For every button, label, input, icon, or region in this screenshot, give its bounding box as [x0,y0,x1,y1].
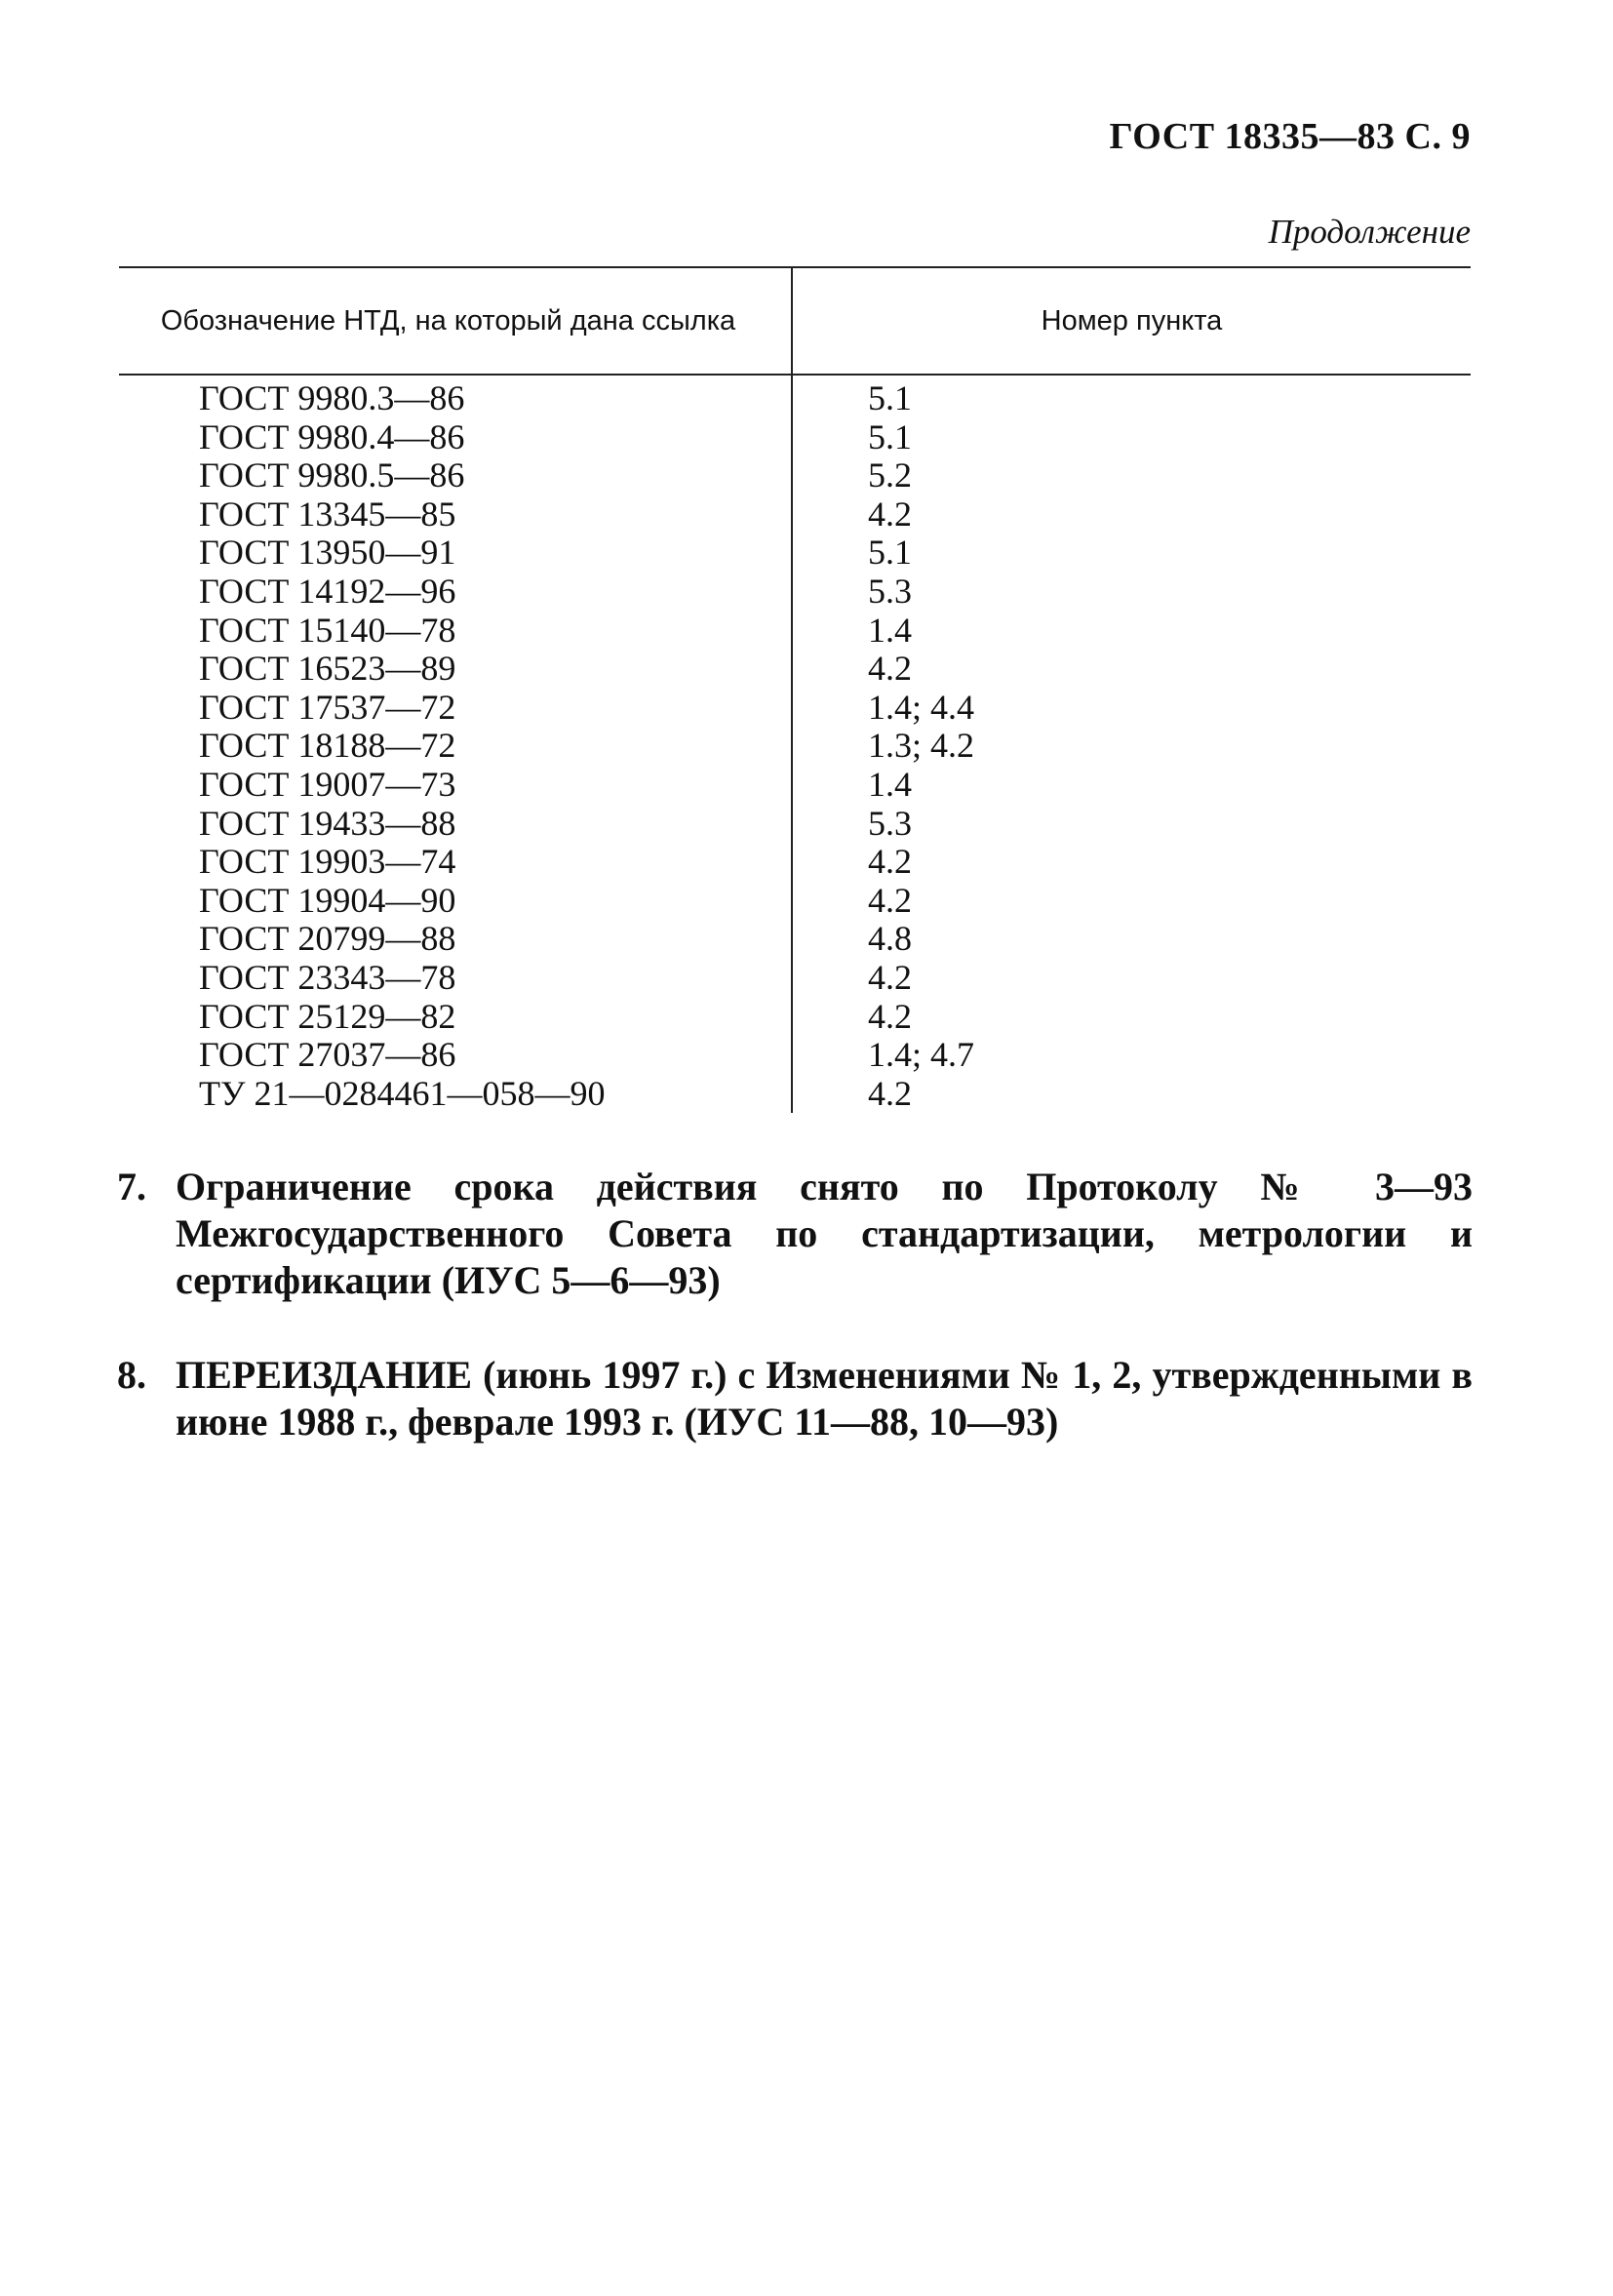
clause-cell: 4.2 [868,842,912,882]
table-row [119,959,1471,998]
note-item-8 [117,1352,1473,1445]
document-cell: ГОСТ 18188—72 [119,727,792,766]
document-cell: ГОСТ 13950—91 [119,534,792,573]
document-cell: ГОСТ 13345—85 [119,495,792,534]
table-row [119,1075,1471,1114]
document-cell: ГОСТ 9980.4—86 [119,418,792,457]
clause-cell: 4.2 [868,1073,912,1113]
table-header-row [119,267,1471,375]
clause-cell: 1.4 [868,764,912,804]
clause-cell: 5.3 [868,571,912,611]
clause-cell: 4.2 [868,494,912,534]
clause-cell: 1.3; 4.2 [868,726,975,766]
continuation-label: Продолжение [1268,213,1471,251]
table-row [119,998,1471,1037]
table-row [119,573,1471,612]
document-cell: ГОСТ 20799—88 [119,920,792,959]
table-row [119,766,1471,805]
column-header-clause: Номер пункта [792,267,1471,375]
clause-cell: 4.2 [868,649,912,689]
document-cell: ГОСТ 17537—72 [119,689,792,728]
note-text: ПЕРЕИЗДАНИЕ (июнь 1997 г.) с Изменениями № 1, 2, утвержденными в июне 1988 г., феврале 1993 г. (ИУС 11—88, 10—93) [176,1353,1473,1444]
table-row [119,920,1471,959]
clause-cell: 4.2 [868,996,912,1036]
document-cell: ГОСТ 14192—96 [119,573,792,612]
document-cell: ГОСТ 9980.3—86 [119,375,792,418]
column-header-document: Обозначение НТД, на который дана ссылка [119,267,792,375]
document-cell: ГОСТ 19903—74 [119,843,792,882]
page-header: ГОСТ 18335—83 С. 9 [1109,116,1471,157]
note-number: 7. [117,1165,146,1208]
document-cell: ГОСТ 25129—82 [119,998,792,1037]
document-cell: ГОСТ 23343—78 [119,959,792,998]
table-row [119,495,1471,534]
note-number: 8. [117,1353,146,1397]
clause-cell: 5.1 [868,378,912,417]
table-row [119,375,1471,418]
table-row [119,882,1471,921]
document-cell: ГОСТ 19007—73 [119,766,792,805]
clause-cell: 1.4; 4.7 [868,1035,975,1075]
document-cell: ГОСТ 19433—88 [119,805,792,844]
table-row [119,727,1471,766]
document-cell: ГОСТ 19904—90 [119,882,792,921]
clause-cell: 1.4; 4.4 [868,687,975,727]
document-cell: ТУ 21—0284461—058—90 [119,1075,792,1114]
table-row [119,1036,1471,1075]
clause-cell: 4.2 [868,880,912,920]
table-row [119,534,1471,573]
clause-cell: 4.2 [868,957,912,997]
clause-cell: 5.3 [868,803,912,843]
table-row [119,689,1471,728]
document-cell: ГОСТ 9980.5—86 [119,456,792,495]
note-text: Ограничение срока действия снято по Протоколу № 3—93 Межгосударственного Совета по стандартизации, метрологии и сертификации (ИУС 5—6—93) [176,1165,1473,1302]
table-row [119,456,1471,495]
clause-cell: 4.8 [868,919,912,959]
table-row [119,612,1471,651]
table-row [119,650,1471,689]
clause-cell: 1.4 [868,610,912,650]
clause-cell: 5.1 [868,533,912,573]
table-row [119,843,1471,882]
references-table [119,266,1471,1113]
clause-cell: 5.1 [868,416,912,456]
table-row [119,805,1471,844]
document-cell: ГОСТ 15140—78 [119,612,792,651]
note-item-7 [117,1164,1473,1304]
table-body [119,375,1471,1113]
document-cell: ГОСТ 27037—86 [119,1036,792,1075]
table-row [119,418,1471,457]
document-cell: ГОСТ 16523—89 [119,650,792,689]
clause-cell: 5.2 [868,455,912,495]
